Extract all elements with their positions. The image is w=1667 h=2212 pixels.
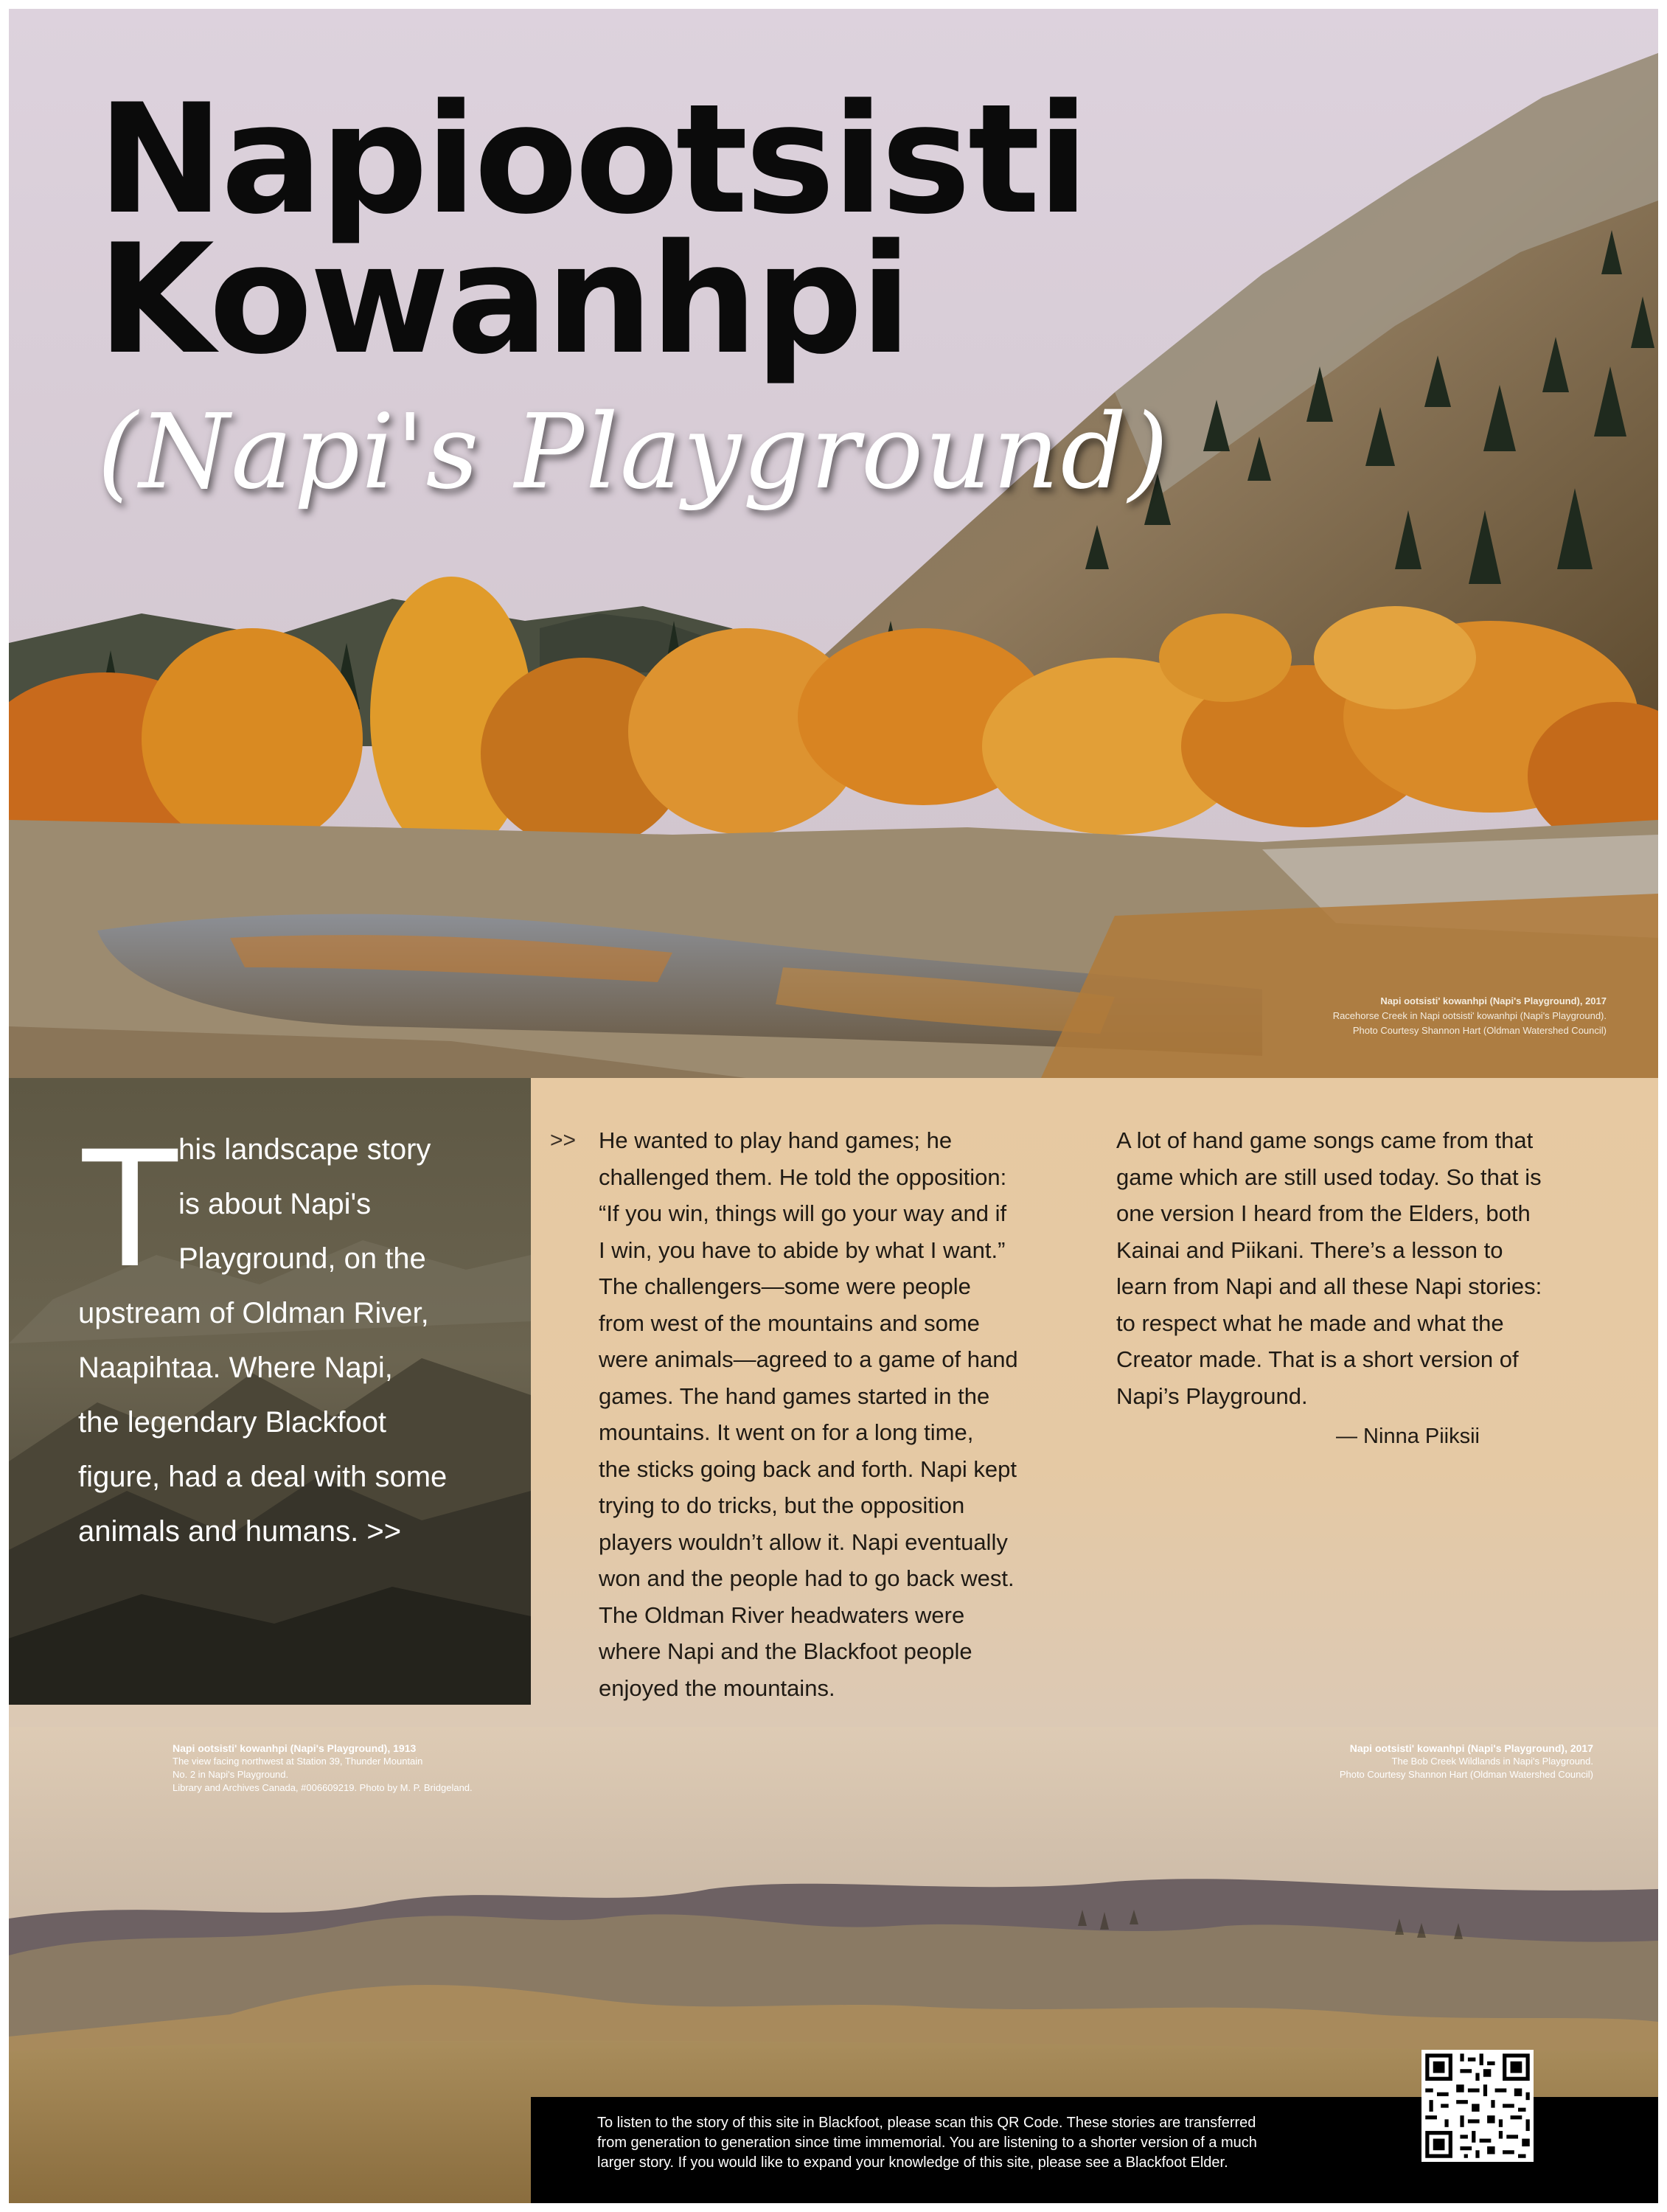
story-line: “If you win, things will go your way and if <box>599 1200 1007 1226</box>
story-line: A lot of hand game songs came from that <box>1116 1127 1534 1153</box>
caption-1913-line-4: Library and Archives Canada, #006609219. Photo by M. P. Bridgeland. <box>173 1782 473 1793</box>
caption-1913-line-2: The view facing northwest at Station 39, Thunder Mountain <box>173 1756 423 1767</box>
hero-photo <box>9 9 1658 1078</box>
story-line: trying to do tricks, but the opposition <box>599 1492 965 1518</box>
story-line: to respect what he made and what the <box>1116 1310 1504 1336</box>
story-line: were animals—agreed to a game of hand <box>599 1346 1018 1372</box>
story-column-2 <box>1116 1122 1603 1414</box>
story-line: from west of the mountains and some <box>599 1310 980 1336</box>
story-line: where Napi and the Blackfoot people <box>599 1638 972 1664</box>
caption-1913-line-3: No. 2 in Napi's Playground. <box>173 1769 289 1780</box>
story-line: Napi’s Playground. <box>1116 1382 1308 1409</box>
page-subtitle: (Napi's Playground) <box>97 392 1170 512</box>
caption-2017-line-2: The Bob Creek Wildlands in Napi's Playground. <box>1391 1756 1593 1767</box>
intro-panel <box>9 1078 531 1705</box>
story-line: The Oldman River headwaters were <box>599 1601 965 1628</box>
story-line: learn from Napi and all these Napi stories: <box>1116 1273 1542 1299</box>
story-line: I win, you have to abide by what I want.” <box>599 1237 1006 1263</box>
caption-1913-title: Napi ootsisti' kowanhpi (Napi's Playground), 1913 <box>173 1742 417 1754</box>
audio-info-text <box>597 2113 1334 2173</box>
quote-attribution: — Ninna Piiksii <box>1336 1425 1480 1448</box>
story-line: Creator made. That is a short version of <box>1116 1346 1519 1372</box>
audio-info-line: To listen to the story of this site in Blackfoot, please scan this QR Code. These stories are transferred <box>597 2115 1256 2131</box>
story-line: challenged them. He told the opposition: <box>599 1164 1007 1190</box>
audio-info-line: from generation to generation since time immemorial. You are listening to a shorter version of a much <box>597 2135 1257 2151</box>
caption-2017-line-3: Photo Courtesy Shannon Hart (Oldman Watershed Council) <box>1339 1769 1593 1780</box>
qr-code-icon[interactable] <box>1421 2050 1534 2162</box>
story-line: games. The hand games started in the <box>599 1382 990 1409</box>
story-line: players wouldn’t allow it. Napi eventually <box>599 1528 1008 1555</box>
story-line: The challengers—some were people <box>599 1273 971 1299</box>
intro-paragraph <box>78 1112 521 1559</box>
hero-caption-line-3: Photo Courtesy Shannon Hart (Oldman Watershed Council) <box>1352 1025 1607 1036</box>
intro-line: animals and humans. >> <box>78 1515 402 1548</box>
caption-2017 <box>1340 1742 1593 1781</box>
story-line: Kainai and Piikani. There’s a lesson to <box>1116 1237 1503 1263</box>
continue-marker: >> <box>550 1128 577 1152</box>
intro-line: Playground, on the <box>178 1242 426 1275</box>
story-line: one version I heard from the Elders, both <box>1116 1200 1531 1226</box>
story-band <box>9 1078 1658 1727</box>
intro-line: Naapihtaa. Where Napi, <box>78 1352 393 1384</box>
intro-line: his landscape story <box>178 1133 431 1166</box>
story-line: game which are still used today. So that is <box>1116 1164 1542 1190</box>
story-line: He wanted to play hand games; he <box>599 1127 953 1153</box>
hero-caption-line-2: Racehorse Creek in Napi ootsisti' kowanhpi (Napi's Playground). <box>1332 1010 1607 1021</box>
story-line: won and the people had to go back west. <box>599 1565 1015 1591</box>
title-line-2: Kowanhpi <box>97 212 909 388</box>
title-line-1: Napiootsisti <box>97 72 1087 248</box>
interpretive-panel <box>9 9 1658 2203</box>
hero-photo-caption <box>1333 994 1607 1038</box>
audio-info-bar <box>531 2097 1658 2203</box>
audio-info-line: larger story. If you would like to expand your knowledge of this site, please see a Blackfoot Elder. <box>597 2154 1228 2171</box>
intro-line: upstream of Oldman River, <box>78 1297 429 1329</box>
story-column-1 <box>599 1122 1085 1706</box>
page-title <box>97 72 1087 388</box>
drop-cap: T <box>78 1112 182 1301</box>
intro-line: is about Napi's <box>178 1188 372 1220</box>
intro-line: figure, had a deal with some <box>78 1461 448 1493</box>
story-line: enjoyed the mountains. <box>599 1674 835 1701</box>
story-line: mountains. It went on for a long time, <box>599 1419 974 1445</box>
hero-caption-title: Napi ootsisti' kowanhpi (Napi's Playground), 2017 <box>1380 995 1607 1006</box>
intro-line: the legendary Blackfoot <box>78 1406 387 1439</box>
qr-code-graphic <box>1421 2050 1534 2162</box>
caption-1913 <box>173 1742 473 1795</box>
caption-2017-title: Napi ootsisti' kowanhpi (Napi's Playground), 2017 <box>1349 1742 1593 1754</box>
story-line: the sticks going back and forth. Napi kept <box>599 1455 1017 1482</box>
